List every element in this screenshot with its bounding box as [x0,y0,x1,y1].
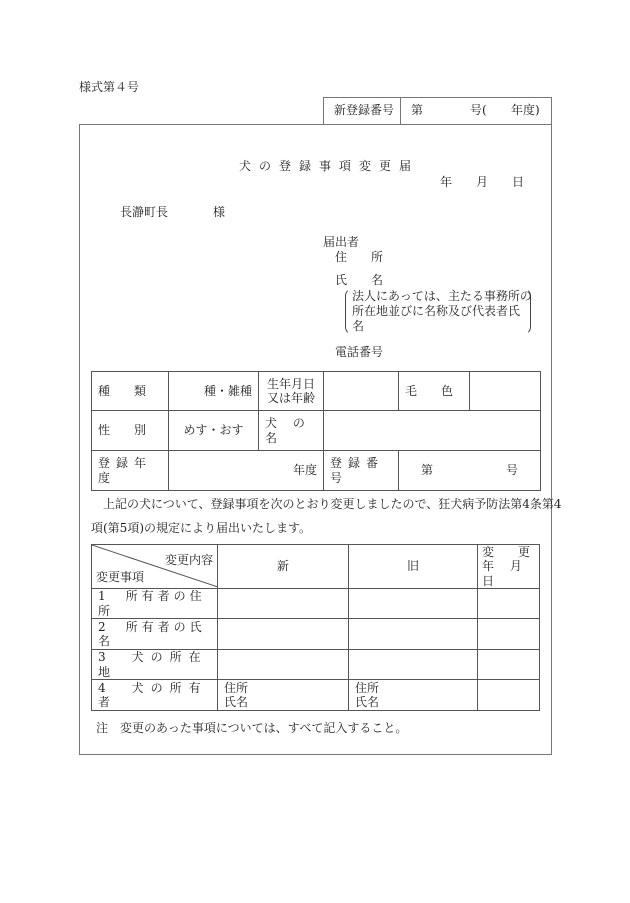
row-label: 2 所有者の氏名 [92,619,218,650]
statement-text: 項(第5項)の規定により届出いたします。 [91,521,312,535]
corporate-note: 所在地並びに名称及び代表者氏 [352,304,521,318]
go-label: 号( [470,103,487,117]
reg-year-value[interactable]: 年度 [169,451,324,491]
corporate-note: 法人にあっては、主たる事務所の [352,289,532,303]
addressee-honorific: 様 [213,205,226,219]
statement-text: 上記の犬について、登録事項を次のとおり変更しましたので、狂犬病予防法第4条第4 [103,497,562,511]
new-value[interactable] [218,650,349,680]
applicant-name-label: 氏 名 [335,273,384,287]
sex-value[interactable]: めす・おす [169,411,259,451]
new-value[interactable] [218,619,349,650]
dog-name-value[interactable] [324,411,541,451]
date-value[interactable] [478,680,540,711]
date-value[interactable] [478,619,540,650]
header-content-label: 変更内容 [164,553,213,568]
nendo-label: 年度) [511,103,540,117]
birth-label: 生年月日 [266,376,315,391]
sex-label: 性 別 [92,411,169,451]
change-date-header: 年 月 日 [482,559,528,588]
breed-label: 種・雑種 [169,372,259,411]
date-value[interactable] [478,650,540,680]
new-value[interactable] [218,589,349,619]
addressee-name: 長瀞町長 [120,205,169,219]
change-date-header: 変 更 [482,545,531,559]
address-label: 住所 [355,680,380,695]
birth-label: 又は年齢 [266,391,315,405]
row-label: 4 犬の所有者 [92,680,218,711]
table-row [92,589,540,619]
table-row [92,650,540,680]
new-registration-label: 新登録番号 [334,103,395,117]
table-row [92,680,540,711]
header-item-label: 変更事項 [96,569,145,584]
old-value[interactable] [349,589,478,619]
reg-no-label: 登録番号 [324,451,399,491]
dog-info-table [91,371,541,491]
form-number: 様式第４号 [79,80,140,94]
corporate-note: 名 [352,319,365,333]
new-value[interactable] [218,680,349,711]
diagonal-line [92,545,218,587]
reg-year-label: 登録年度 [92,451,169,491]
note-text: 注 変更のあった事項については、すべて記入すること。 [96,721,408,735]
kind-label: 種 類 [92,372,169,411]
date-month: 月 [476,175,489,189]
table-row [92,619,540,650]
new-header: 新 [218,545,349,589]
date-day: 日 [512,175,525,189]
name-label: 氏名 [355,695,380,710]
old-header: 旧 [349,545,478,589]
applicant-heading: 届出者 [323,235,360,249]
color-value[interactable] [470,372,541,411]
go-label: 号 [505,463,518,478]
dog-name-label: 犬 の 名 [259,411,324,451]
form-title: 犬の登録事項変更届 [239,159,420,173]
date-year: 年 [440,175,453,189]
dai-label: 第 [421,463,434,478]
address-label: 住所 [224,680,249,695]
applicant-address-label: 住 所 [335,250,384,264]
applicant-phone-label: 電話番号 [335,345,384,359]
row-label: 1 所有者の住所 [92,589,218,619]
date-value[interactable] [478,589,540,619]
old-value[interactable] [349,650,478,680]
dai-label: 第 [411,103,424,117]
old-value[interactable] [349,619,478,650]
divider [400,97,401,125]
row-label: 3 犬の所在地 [92,650,218,680]
color-label: 毛 色 [399,372,470,411]
old-value[interactable] [349,680,478,711]
name-label: 氏名 [224,695,249,710]
change-table [91,544,540,711]
birth-value[interactable] [324,372,399,411]
